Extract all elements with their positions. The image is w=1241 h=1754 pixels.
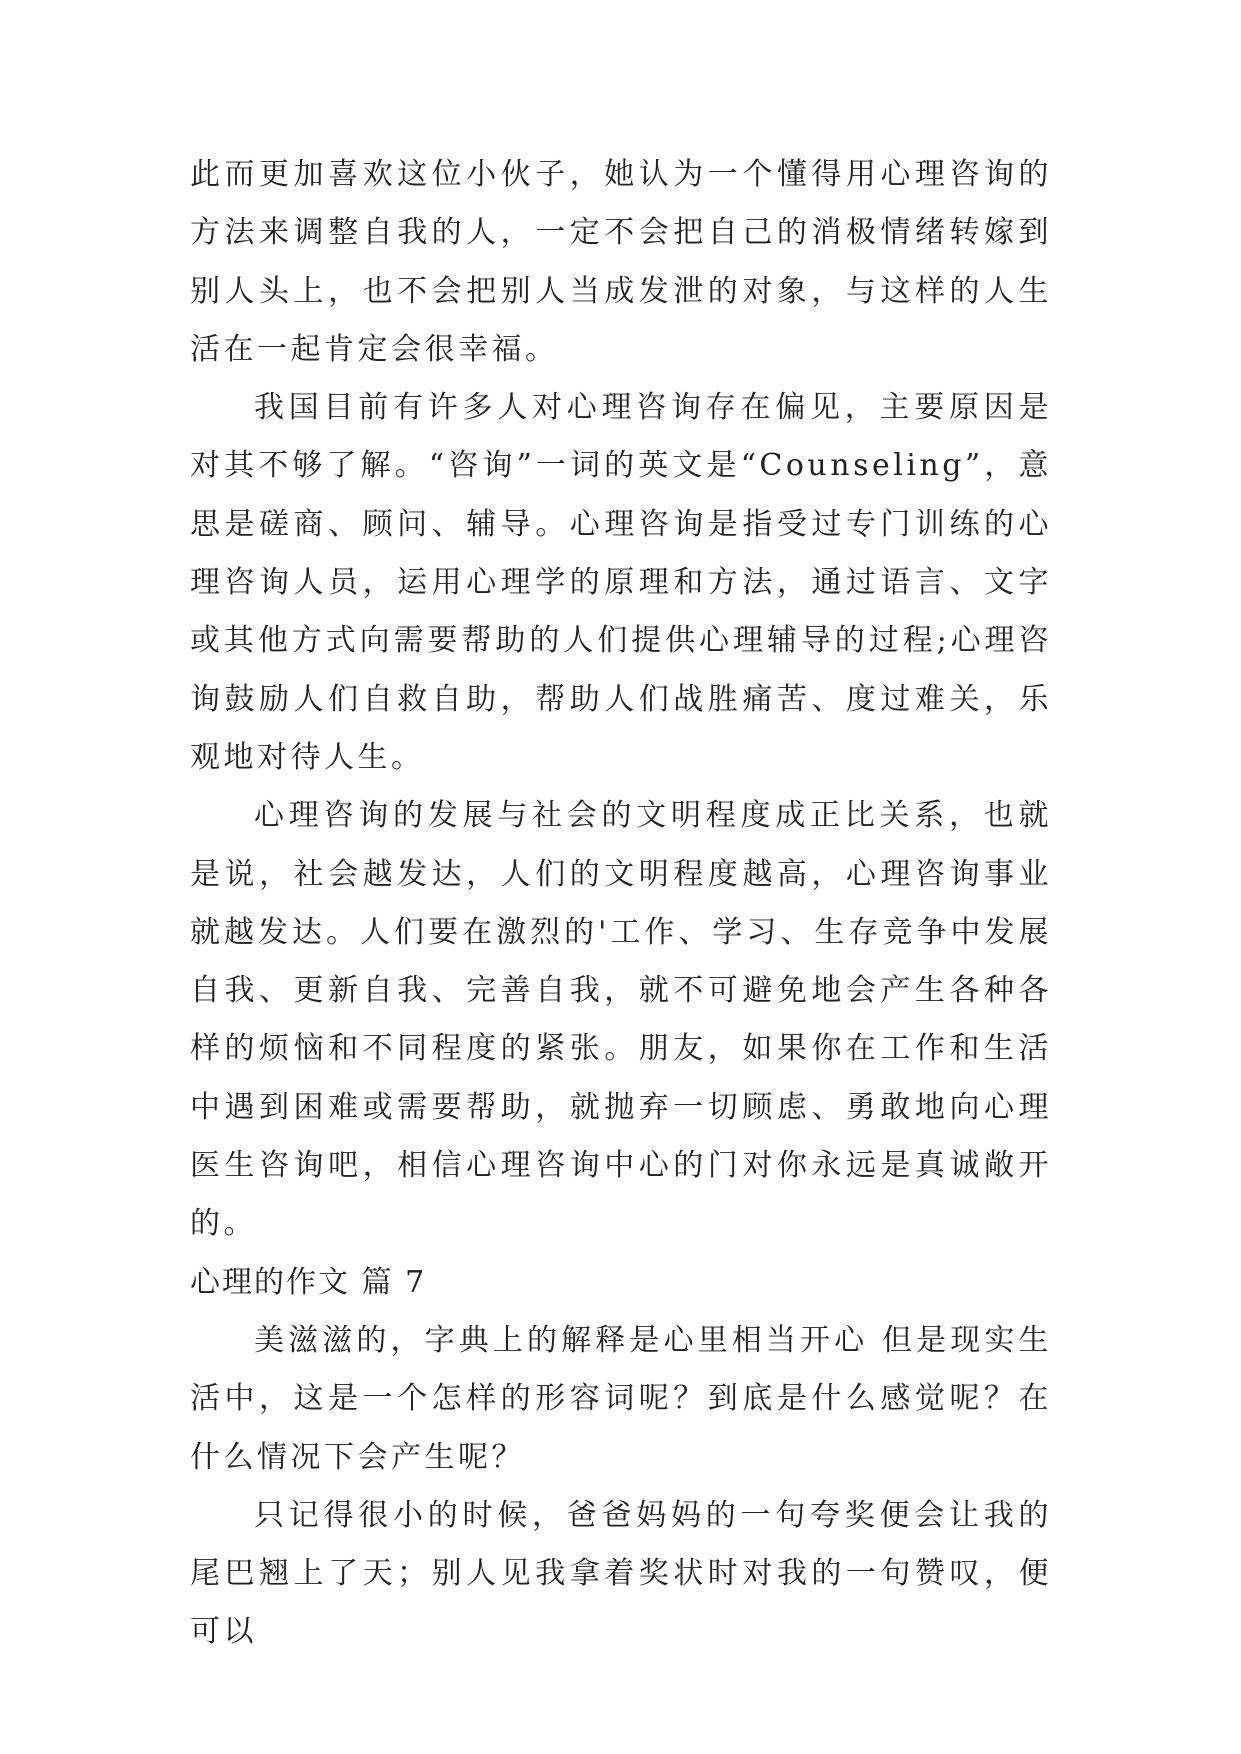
paragraph: 心理咨询的发展与社会的文明程度成正比关系，也就是说，社会越发达，人们的文明程度越高，心理咨询事业就越发达。人们要在激烈的'工作、学习、生存竞争中发展自我、更新自我、完善自我，就不可避免地会产生各种各样的烦恼和不同程度的紧张。朋友，如果你在工作和生活中遇到困难或需要帮助，就抛弃一切顾虑、勇敢地向心理医生咨询吧，相信心理咨询中心的门对你永远是真诚敞开的。 bbox=[190, 798, 1052, 1242]
section-heading: 心理的作文 篇 7 bbox=[190, 1264, 427, 1300]
paragraph: 此而更加喜欢这位小伙子，她认为一个懂得用心理咨询的方法来调整自我的人，一定不会把自己的消极情绪转嫁到别人头上，也不会把别人当成发泄的对象，与这样的人生活在一起肯定会很幸福。 bbox=[190, 157, 1052, 367]
paragraph: 我国目前有许多人对心理咨询存在偏见，主要原因是对其不够了解。“咨询”一词的英文是“Counseling”，意思是磋商、顾问、辅导。心理咨询是指受过专门训练的心理咨询人员，运用心理学的原理和方法，通过语言、文字或其他方式向需要帮助的人们提供心理辅导的过程;心理咨询鼓励人们自救自助，帮助人们战胜痛苦、度过难关，乐观地对待人生。 bbox=[190, 390, 1052, 775]
document-body bbox=[190, 146, 1052, 1662]
paragraph: 只记得很小的时候，爸爸妈妈的一句夸奖便会让我的尾巴翘上了天；别人见我拿着奖状时对我的一句赞叹，便可以 bbox=[190, 1497, 1052, 1650]
paragraph: 美滋滋的，字典上的解释是心里相当开心 但是现实生活中，这是一个怎样的形容词呢？到底是什么感觉呢？在什么情况下会产生呢？ bbox=[190, 1322, 1052, 1475]
